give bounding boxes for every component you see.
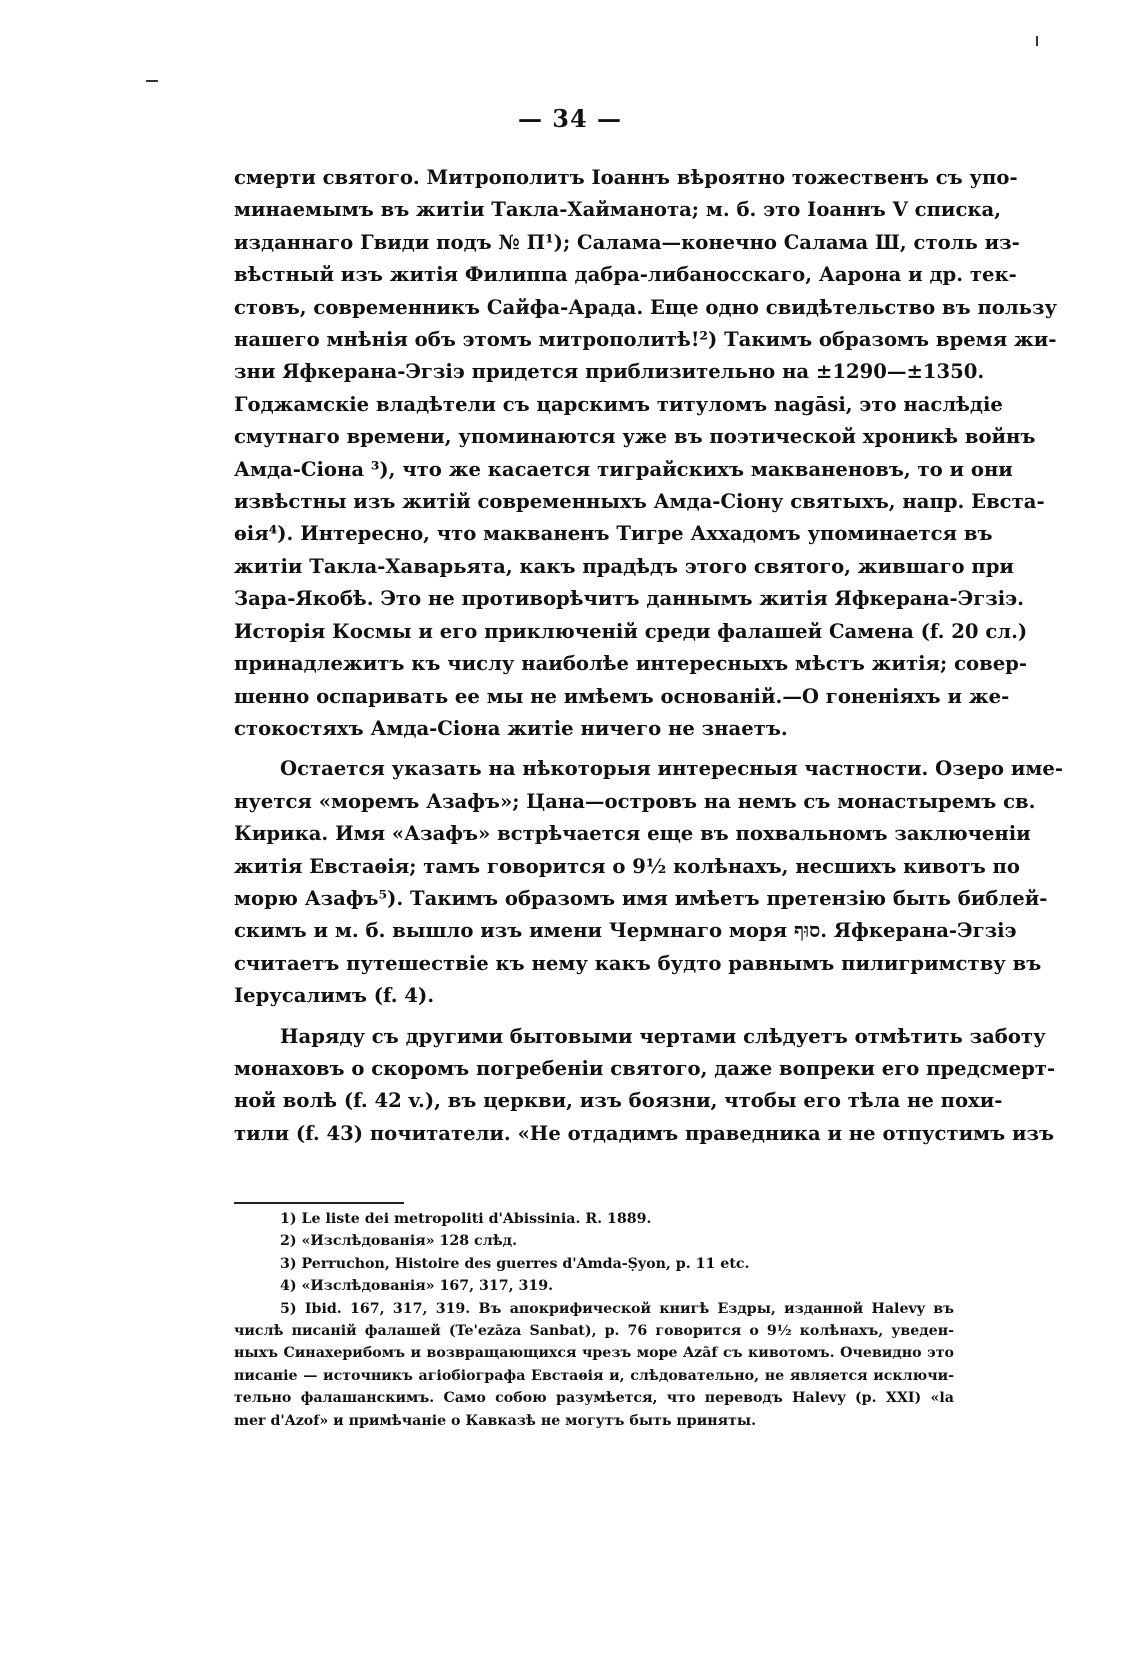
paragraph <box>234 753 1063 1012</box>
footnote-line: тельно фалашанскимъ. Само собою разумѣется, что переводъ Halevy (p. XXI) «la <box>234 1390 954 1407</box>
text-line: нашего мнѣнія объ этомъ митрополитѣ!²) Такимъ образомъ время жи- <box>234 328 1057 352</box>
text-line: скимъ и м. б. вышло изъ имени Чермнаго моря סוּף. Яфкерана-Эгзіэ <box>234 919 1017 943</box>
text-line: шенно оспаривать ее мы не имѣемъ основаній.—О гоненіяхъ и же- <box>234 684 1010 708</box>
footnote-divider <box>234 1202 404 1204</box>
paragraph <box>234 162 1058 745</box>
footnote-line: числѣ писаній фалашей (Te'ezāza Sanbat), p. 76 говорится о 9½ колѣнахъ, уведен- <box>234 1323 954 1340</box>
text-line: Остается указать на нѣкоторыя интересныя частности. Озеро име- <box>280 757 1063 781</box>
text-line: тили (f. 43) почитатели. «Не отдадимъ праведника и не отпустимъ изъ <box>234 1121 1055 1145</box>
text-line: минаемымъ въ житіи Такла-Хайманота; м. б. это Іоаннъ V списка, <box>234 198 1002 222</box>
text-line: принадлежитъ къ числу наиболѣе интересныхъ мѣстъ житія; совер- <box>234 652 1027 676</box>
page-number: — 34 — <box>517 104 623 133</box>
text-line: житіи Такла-Хаварьята, какъ прадѣдъ этого святого, жившаго при <box>234 554 1014 578</box>
text-line: Годжамскіе владѣтели съ царскимъ титуломъ nagāsi, это наслѣдіе <box>234 392 1003 416</box>
footnote-line: писаніе — источникъ агіобіографа Евстаѳія и, слѣдовательно, не является исключи- <box>234 1367 954 1384</box>
text-line: смерти святого. Митрополитъ Іоаннъ вѣроятно тожественъ съ упо- <box>234 166 1018 189</box>
text-line: морю Азафъ⁵). Такимъ образомъ имя имѣетъ претензію быть библей- <box>234 886 1048 910</box>
text-line: монаховъ о скоромъ погребеніи святого, даже вопреки его предсмерт- <box>234 1056 1056 1080</box>
text-line: смутнаго времени, упоминаются уже въ поэтической хроникѣ войнъ <box>234 425 1036 449</box>
text-line: считаетъ путешествіе къ нему какъ будто равнымъ пилигримству въ <box>234 951 1042 975</box>
text-line: Кирика. Имя «Азафъ» встрѣчается еще въ похвальномъ заключеніи <box>234 822 1031 846</box>
footnote-line: ныхъ Синахерибомъ и возвращающихся чрезъ море Azāf съ кивотомъ. Очевидно это <box>234 1345 954 1362</box>
footnote: 3) Perruchon, Histoire des guerres d'Amda-Ṣyon, p. 11 etc. <box>280 1255 750 1272</box>
footnote: 2) «Изслѣдованія» 128 слѣд. <box>280 1233 518 1250</box>
footnote-line: mer d'Azof» и примѣчаніе о Кавказѣ не могутъ быть приняты. <box>234 1412 757 1429</box>
text-line: стовъ, современникъ Сайфа-Арада. Еще одно свидѣтельство въ пользу <box>234 295 1058 319</box>
text-line: Зара-Якобѣ. Это не противорѣчитъ даннымъ житія Яфкерана-Эгзіэ. <box>234 587 1024 611</box>
text-line: изданнаго Гвиди подъ № П¹); Салама—конечно Салама Ш, столь из- <box>234 230 1020 254</box>
text-line: ной волѣ (f. 42 v.), въ церкви, изъ боязни, чтобы его тѣла не похи- <box>234 1089 1003 1113</box>
text-line: Наряду съ другими бытовыми чертами слѣдуетъ отмѣтить заботу <box>280 1024 1046 1048</box>
text-line: извѣстны изъ житій современныхъ Амда-Сіону святыхъ, напр. Евста- <box>234 490 1045 514</box>
footnote: 4) «Изслѣдованія» 167, 317, 319. <box>280 1278 554 1295</box>
paragraph <box>234 1021 1056 1151</box>
text-line: ѳія⁴). Интересно, что макваненъ Тигре Аххадомъ упоминается въ <box>234 522 993 546</box>
footnotes <box>234 1208 954 1432</box>
text-line: Амда-Сіона ³), что же касается тиграйскихъ макваненовъ, то и они <box>234 457 1013 481</box>
footnote: 1) Le liste dei metropoliti d'Abissinia. R. 1889. <box>280 1211 652 1227</box>
text-line: Исторія Космы и его приключеній среди фалашей Самена (f. 20 сл.) <box>234 619 1028 643</box>
main-text <box>234 162 1063 1150</box>
print-mark <box>1036 36 1038 46</box>
text-line: Іерусалимъ (f. 4). <box>234 984 435 1008</box>
footnote: 5) Ibid. 167, 317, 319. Въ апокрифической книгѣ Ездры, изданной Halevy въ <box>280 1300 954 1317</box>
text-line: нуется «моремъ Азафъ»; Цана—островъ на немъ съ монастыремъ св. <box>234 789 1036 813</box>
text-line: вѣстный изъ житія Филиппа дабра-либаносскаго, Аарона и др. тек- <box>234 263 1017 287</box>
print-mark <box>146 80 158 82</box>
text-line: житія Евстаѳія; тамъ говорится о 9½ колѣнахъ, несшихъ кивотъ по <box>234 854 1020 878</box>
text-line: зни Яфкерана-Эгзіэ придется приблизительно на ±1290—±1350. <box>234 360 985 384</box>
text-line: стокостяхъ Амда-Сіона житіе ничего не знаетъ. <box>234 716 788 740</box>
